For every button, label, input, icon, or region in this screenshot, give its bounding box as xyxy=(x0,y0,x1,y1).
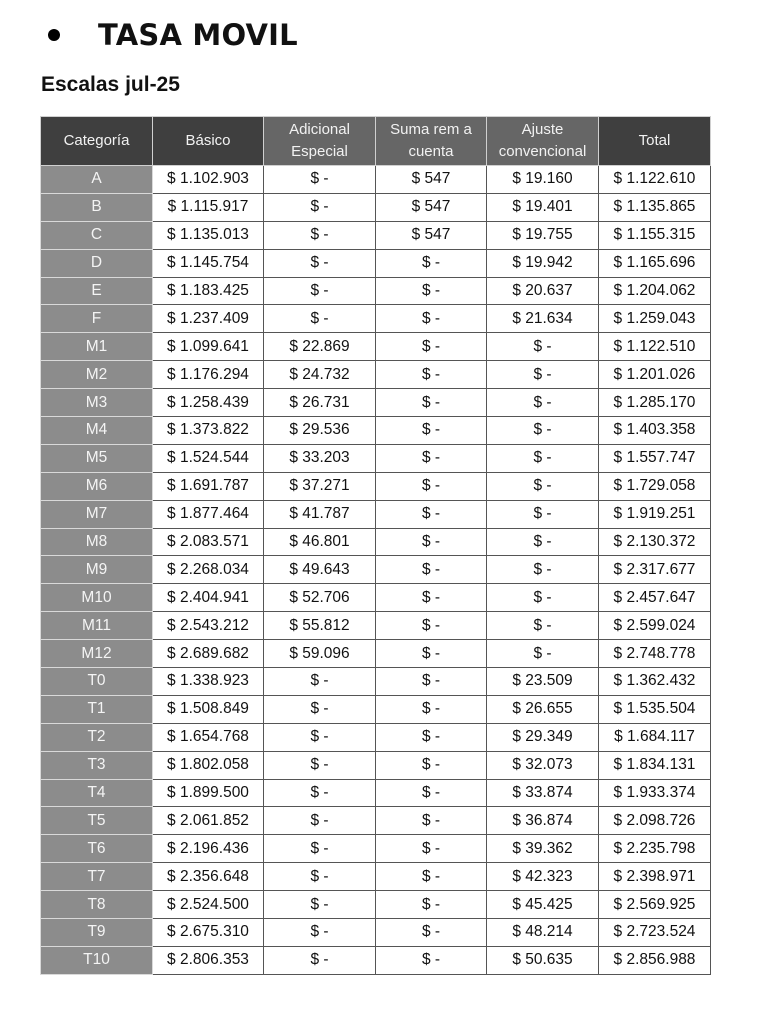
cell-ajuste-convencional: $ - xyxy=(487,389,599,417)
table-row xyxy=(41,695,711,723)
cell-categoria: M4 xyxy=(41,417,153,445)
cell-categoria: F xyxy=(41,305,153,333)
cell-adicional-especial: $ 37.271 xyxy=(264,472,376,500)
cell-categoria: T5 xyxy=(41,807,153,835)
cell-suma-rem-a-cuenta: $ - xyxy=(376,668,487,696)
cell-adicional-especial: $ - xyxy=(264,193,376,221)
cell-total: $ 1.122.510 xyxy=(599,333,711,361)
cell-suma-rem-a-cuenta: $ - xyxy=(376,361,487,389)
cell-ajuste-convencional: $ 19.401 xyxy=(487,193,599,221)
cell-total: $ 2.599.024 xyxy=(599,612,711,640)
cell-categoria: T2 xyxy=(41,723,153,751)
cell-total: $ 2.130.372 xyxy=(599,528,711,556)
cell-adicional-especial: $ 33.203 xyxy=(264,444,376,472)
cell-categoria: M10 xyxy=(41,584,153,612)
cell-suma-rem-a-cuenta: $ 547 xyxy=(376,193,487,221)
cell-total: $ 2.569.925 xyxy=(599,891,711,919)
header-basico: Básico xyxy=(153,117,264,166)
cell-categoria: T7 xyxy=(41,863,153,891)
cell-categoria: M5 xyxy=(41,444,153,472)
cell-suma-rem-a-cuenta: $ - xyxy=(376,305,487,333)
cell-categoria: B xyxy=(41,193,153,221)
cell-categoria: E xyxy=(41,277,153,305)
cell-ajuste-convencional: $ 29.349 xyxy=(487,723,599,751)
cell-adicional-especial: $ - xyxy=(264,695,376,723)
cell-suma-rem-a-cuenta: $ - xyxy=(376,444,487,472)
cell-basico: $ 1.691.787 xyxy=(153,472,264,500)
table-subheading: Escalas jul-25 xyxy=(41,73,180,96)
table-row xyxy=(41,193,711,221)
cell-total: $ 2.317.677 xyxy=(599,556,711,584)
table-row xyxy=(41,166,711,194)
table-row xyxy=(41,640,711,668)
cell-categoria: T8 xyxy=(41,891,153,919)
cell-total: $ 2.723.524 xyxy=(599,919,711,947)
cell-basico: $ 1.524.544 xyxy=(153,444,264,472)
table-row xyxy=(41,444,711,472)
header-suma-rem-a-cuenta: Suma rem a cuenta xyxy=(376,117,487,166)
cell-categoria: M3 xyxy=(41,389,153,417)
cell-suma-rem-a-cuenta: $ - xyxy=(376,863,487,891)
cell-ajuste-convencional: $ 32.073 xyxy=(487,751,599,779)
cell-basico: $ 2.268.034 xyxy=(153,556,264,584)
cell-suma-rem-a-cuenta: $ - xyxy=(376,528,487,556)
table-row xyxy=(41,389,711,417)
cell-adicional-especial: $ - xyxy=(264,807,376,835)
cell-total: $ 1.259.043 xyxy=(599,305,711,333)
cell-total: $ 1.122.610 xyxy=(599,166,711,194)
cell-total: $ 1.362.432 xyxy=(599,668,711,696)
cell-total: $ 2.457.647 xyxy=(599,584,711,612)
cell-ajuste-convencional: $ - xyxy=(487,361,599,389)
cell-categoria: T0 xyxy=(41,668,153,696)
cell-total: $ 1.684.117 xyxy=(599,723,711,751)
table-row xyxy=(41,779,711,807)
cell-basico: $ 2.196.436 xyxy=(153,835,264,863)
cell-suma-rem-a-cuenta: $ 547 xyxy=(376,221,487,249)
cell-categoria: M6 xyxy=(41,472,153,500)
cell-adicional-especial: $ 52.706 xyxy=(264,584,376,612)
cell-adicional-especial: $ - xyxy=(264,221,376,249)
bullet-icon xyxy=(48,29,60,41)
cell-adicional-especial: $ - xyxy=(264,779,376,807)
table-row xyxy=(41,500,711,528)
cell-adicional-especial: $ - xyxy=(264,668,376,696)
cell-adicional-especial: $ 59.096 xyxy=(264,640,376,668)
cell-adicional-especial: $ 55.812 xyxy=(264,612,376,640)
cell-basico: $ 1.899.500 xyxy=(153,779,264,807)
cell-basico: $ 2.404.941 xyxy=(153,584,264,612)
cell-basico: $ 1.135.013 xyxy=(153,221,264,249)
table-row xyxy=(41,249,711,277)
cell-total: $ 2.748.778 xyxy=(599,640,711,668)
cell-ajuste-convencional: $ 48.214 xyxy=(487,919,599,947)
cell-total: $ 1.285.170 xyxy=(599,389,711,417)
page-heading xyxy=(44,18,298,52)
cell-categoria: M8 xyxy=(41,528,153,556)
table-row xyxy=(41,528,711,556)
table-row xyxy=(41,221,711,249)
cell-adicional-especial: $ - xyxy=(264,305,376,333)
cell-adicional-especial: $ - xyxy=(264,863,376,891)
cell-basico: $ 1.115.917 xyxy=(153,193,264,221)
cell-basico: $ 2.524.500 xyxy=(153,891,264,919)
cell-suma-rem-a-cuenta: $ - xyxy=(376,751,487,779)
cell-ajuste-convencional: $ 50.635 xyxy=(487,946,599,974)
cell-suma-rem-a-cuenta: $ - xyxy=(376,891,487,919)
cell-suma-rem-a-cuenta: $ - xyxy=(376,556,487,584)
table-row xyxy=(41,333,711,361)
cell-total: $ 1.201.026 xyxy=(599,361,711,389)
cell-basico: $ 1.373.822 xyxy=(153,417,264,445)
table-row xyxy=(41,835,711,863)
cell-adicional-especial: $ 22.869 xyxy=(264,333,376,361)
header-adicional-especial: Adicional Especial xyxy=(264,117,376,166)
table-row xyxy=(41,584,711,612)
cell-categoria: T9 xyxy=(41,919,153,947)
cell-suma-rem-a-cuenta: $ - xyxy=(376,779,487,807)
cell-total: $ 1.834.131 xyxy=(599,751,711,779)
cell-total: $ 2.098.726 xyxy=(599,807,711,835)
cell-basico: $ 1.654.768 xyxy=(153,723,264,751)
cell-suma-rem-a-cuenta: $ - xyxy=(376,333,487,361)
cell-ajuste-convencional: $ 21.634 xyxy=(487,305,599,333)
cell-categoria: A xyxy=(41,166,153,194)
cell-ajuste-convencional: $ 45.425 xyxy=(487,891,599,919)
cell-ajuste-convencional: $ - xyxy=(487,584,599,612)
cell-categoria: M1 xyxy=(41,333,153,361)
cell-basico: $ 1.099.641 xyxy=(153,333,264,361)
cell-basico: $ 2.675.310 xyxy=(153,919,264,947)
cell-ajuste-convencional: $ 36.874 xyxy=(487,807,599,835)
cell-ajuste-convencional: $ 23.509 xyxy=(487,668,599,696)
cell-total: $ 2.856.988 xyxy=(599,946,711,974)
cell-categoria: D xyxy=(41,249,153,277)
cell-adicional-especial: $ 26.731 xyxy=(264,389,376,417)
cell-suma-rem-a-cuenta: $ - xyxy=(376,723,487,751)
cell-basico: $ 2.061.852 xyxy=(153,807,264,835)
cell-total: $ 2.398.971 xyxy=(599,863,711,891)
cell-ajuste-convencional: $ 42.323 xyxy=(487,863,599,891)
cell-suma-rem-a-cuenta: $ - xyxy=(376,584,487,612)
cell-categoria: M11 xyxy=(41,612,153,640)
table-row xyxy=(41,946,711,974)
cell-ajuste-convencional: $ - xyxy=(487,333,599,361)
cell-adicional-especial: $ - xyxy=(264,919,376,947)
table-row xyxy=(41,472,711,500)
table-body xyxy=(41,166,711,975)
table-row xyxy=(41,723,711,751)
cell-basico: $ 1.338.923 xyxy=(153,668,264,696)
cell-suma-rem-a-cuenta: $ - xyxy=(376,417,487,445)
cell-suma-rem-a-cuenta: $ - xyxy=(376,919,487,947)
cell-adicional-especial: $ 29.536 xyxy=(264,417,376,445)
header-ajuste-convencional: Ajuste convencional xyxy=(487,117,599,166)
cell-categoria: T1 xyxy=(41,695,153,723)
table-row xyxy=(41,305,711,333)
cell-suma-rem-a-cuenta: $ - xyxy=(376,500,487,528)
cell-adicional-especial: $ 24.732 xyxy=(264,361,376,389)
cell-categoria: C xyxy=(41,221,153,249)
table-row xyxy=(41,863,711,891)
cell-suma-rem-a-cuenta: $ - xyxy=(376,835,487,863)
cell-adicional-especial: $ - xyxy=(264,751,376,779)
cell-basico: $ 1.802.058 xyxy=(153,751,264,779)
cell-basico: $ 1.237.409 xyxy=(153,305,264,333)
cell-basico: $ 1.176.294 xyxy=(153,361,264,389)
cell-ajuste-convencional: $ 19.160 xyxy=(487,166,599,194)
cell-basico: $ 2.356.648 xyxy=(153,863,264,891)
cell-ajuste-convencional: $ - xyxy=(487,528,599,556)
cell-ajuste-convencional: $ - xyxy=(487,612,599,640)
cell-ajuste-convencional: $ - xyxy=(487,500,599,528)
cell-ajuste-convencional: $ - xyxy=(487,640,599,668)
cell-categoria: M9 xyxy=(41,556,153,584)
heading-text: TASA MOVIL xyxy=(98,18,298,52)
cell-ajuste-convencional: $ 19.942 xyxy=(487,249,599,277)
header-categoria: Categoría xyxy=(41,117,153,166)
cell-adicional-especial: $ 46.801 xyxy=(264,528,376,556)
cell-basico: $ 1.258.439 xyxy=(153,389,264,417)
cell-suma-rem-a-cuenta: $ - xyxy=(376,640,487,668)
cell-categoria: T4 xyxy=(41,779,153,807)
cell-ajuste-convencional: $ - xyxy=(487,472,599,500)
cell-basico: $ 1.102.903 xyxy=(153,166,264,194)
cell-categoria: T3 xyxy=(41,751,153,779)
cell-adicional-especial: $ - xyxy=(264,723,376,751)
cell-basico: $ 1.145.754 xyxy=(153,249,264,277)
cell-ajuste-convencional: $ 33.874 xyxy=(487,779,599,807)
cell-ajuste-convencional: $ - xyxy=(487,417,599,445)
table-row xyxy=(41,361,711,389)
table-row xyxy=(41,751,711,779)
cell-basico: $ 1.508.849 xyxy=(153,695,264,723)
table-row xyxy=(41,556,711,584)
cell-total: $ 1.403.358 xyxy=(599,417,711,445)
cell-adicional-especial: $ 41.787 xyxy=(264,500,376,528)
cell-suma-rem-a-cuenta: $ - xyxy=(376,807,487,835)
cell-total: $ 1.535.504 xyxy=(599,695,711,723)
cell-suma-rem-a-cuenta: $ - xyxy=(376,695,487,723)
cell-adicional-especial: $ - xyxy=(264,277,376,305)
cell-ajuste-convencional: $ - xyxy=(487,444,599,472)
table-row xyxy=(41,919,711,947)
table-row xyxy=(41,612,711,640)
cell-adicional-especial: $ 49.643 xyxy=(264,556,376,584)
table-row xyxy=(41,417,711,445)
cell-basico: $ 2.543.212 xyxy=(153,612,264,640)
cell-basico: $ 1.877.464 xyxy=(153,500,264,528)
cell-total: $ 1.933.374 xyxy=(599,779,711,807)
cell-ajuste-convencional: $ 26.655 xyxy=(487,695,599,723)
table-row xyxy=(41,807,711,835)
cell-suma-rem-a-cuenta: $ - xyxy=(376,277,487,305)
cell-total: $ 1.135.865 xyxy=(599,193,711,221)
cell-adicional-especial: $ - xyxy=(264,946,376,974)
cell-adicional-especial: $ - xyxy=(264,166,376,194)
cell-total: $ 1.165.696 xyxy=(599,249,711,277)
cell-ajuste-convencional: $ 20.637 xyxy=(487,277,599,305)
cell-suma-rem-a-cuenta: $ 547 xyxy=(376,166,487,194)
table-header-row xyxy=(41,117,711,166)
cell-total: $ 1.155.315 xyxy=(599,221,711,249)
salary-scale-table xyxy=(40,116,711,975)
cell-categoria: M7 xyxy=(41,500,153,528)
cell-suma-rem-a-cuenta: $ - xyxy=(376,612,487,640)
header-total: Total xyxy=(599,117,711,166)
cell-categoria: T10 xyxy=(41,946,153,974)
cell-total: $ 1.557.747 xyxy=(599,444,711,472)
cell-adicional-especial: $ - xyxy=(264,249,376,277)
cell-basico: $ 2.689.682 xyxy=(153,640,264,668)
cell-suma-rem-a-cuenta: $ - xyxy=(376,249,487,277)
table-row xyxy=(41,277,711,305)
cell-basico: $ 2.806.353 xyxy=(153,946,264,974)
cell-total: $ 1.729.058 xyxy=(599,472,711,500)
cell-total: $ 1.204.062 xyxy=(599,277,711,305)
cell-adicional-especial: $ - xyxy=(264,835,376,863)
cell-categoria: M2 xyxy=(41,361,153,389)
cell-adicional-especial: $ - xyxy=(264,891,376,919)
cell-categoria: T6 xyxy=(41,835,153,863)
cell-total: $ 2.235.798 xyxy=(599,835,711,863)
cell-basico: $ 2.083.571 xyxy=(153,528,264,556)
cell-suma-rem-a-cuenta: $ - xyxy=(376,946,487,974)
cell-basico: $ 1.183.425 xyxy=(153,277,264,305)
cell-suma-rem-a-cuenta: $ - xyxy=(376,389,487,417)
table-row xyxy=(41,891,711,919)
table-row xyxy=(41,668,711,696)
cell-ajuste-convencional: $ 39.362 xyxy=(487,835,599,863)
cell-categoria: M12 xyxy=(41,640,153,668)
cell-total: $ 1.919.251 xyxy=(599,500,711,528)
cell-suma-rem-a-cuenta: $ - xyxy=(376,472,487,500)
cell-ajuste-convencional: $ - xyxy=(487,556,599,584)
cell-ajuste-convencional: $ 19.755 xyxy=(487,221,599,249)
